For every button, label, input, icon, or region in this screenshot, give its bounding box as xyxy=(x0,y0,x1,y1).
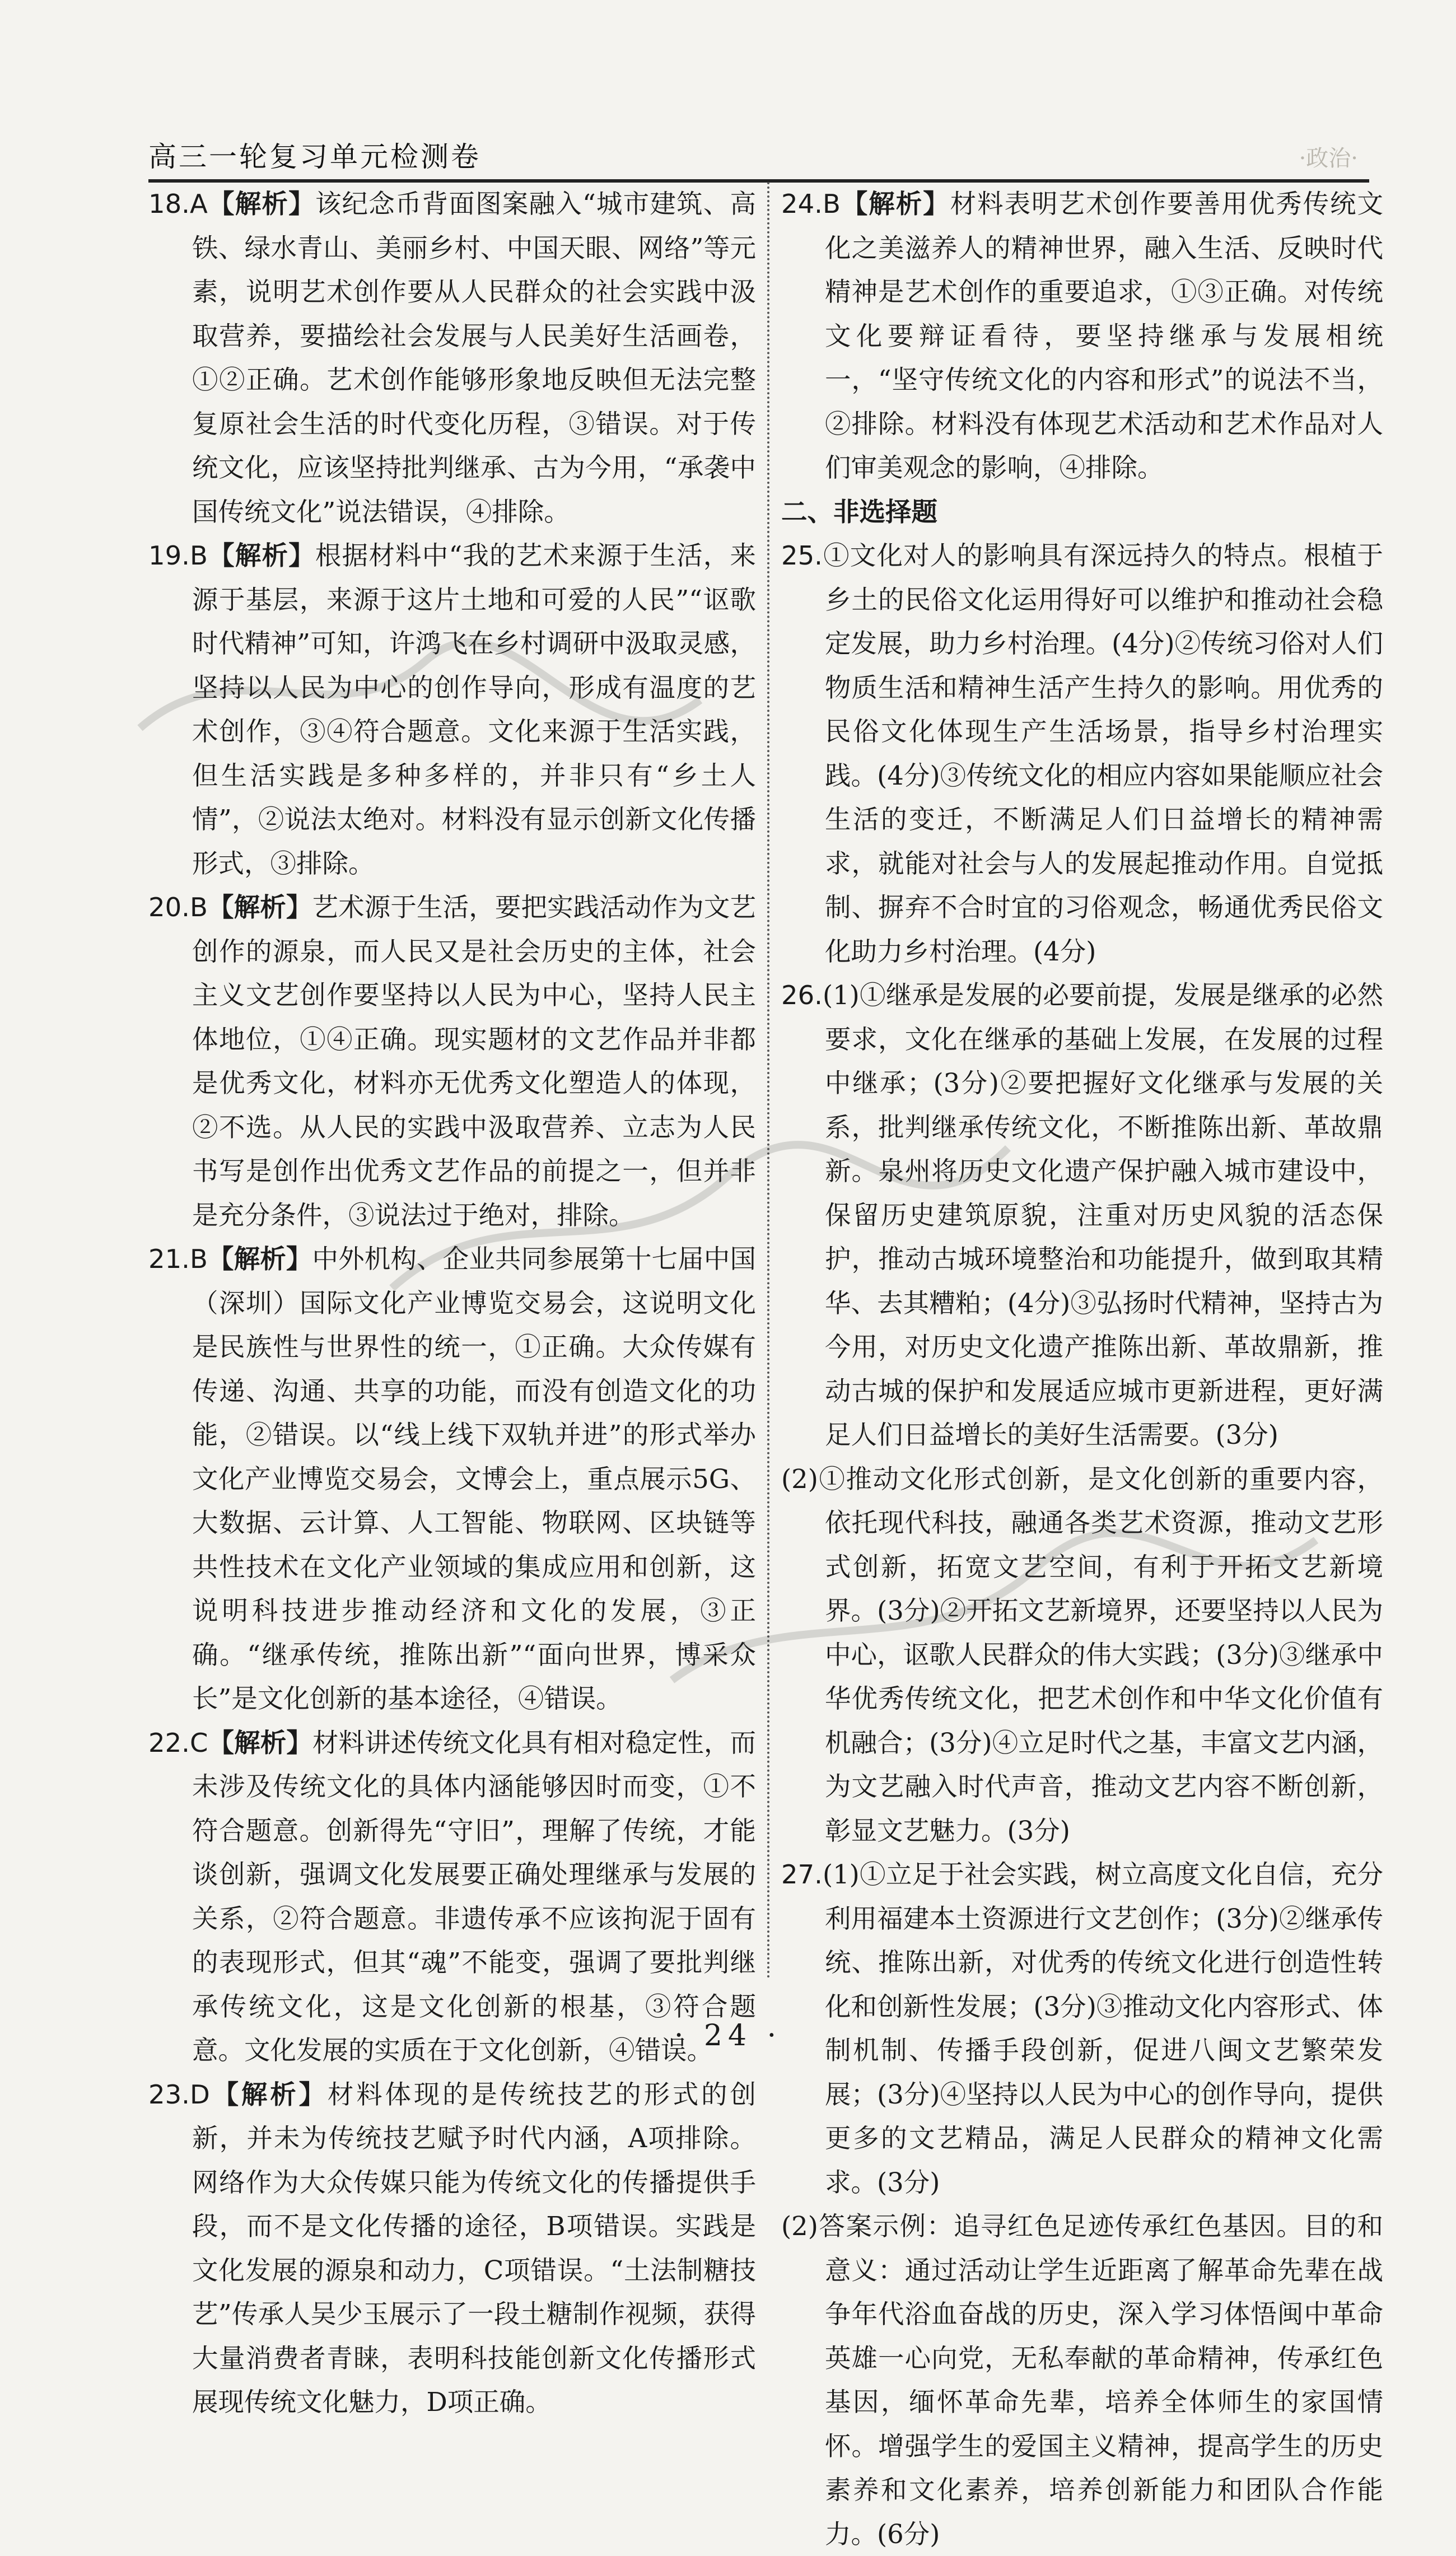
answer-item-23: 23.D【解析】材料体现的是传统技艺的形式的创新，并未为传统技艺赋予时代内涵，A项排除。网络作为大众传媒只能为传统文化的传播提供手段，而不是文化传播的途径，B项错误。实践是文化发展的源泉和动力，C项错误。“土法制糖技艺”传承人吴少玉展示了一段土糖制作视频，获得大量消费者青睐，表明科技能创新文化传播形式展现传统文化魅力，D项正确。 xyxy=(148,2079,756,2417)
answer-item-27-part2: (2)答案示例：追寻红色足迹传承红色基因。目的和意义：通过活动让学生近距离了解革命先辈在战争年代浴血奋战的历史，深入学习体悟闽中革命英雄一心向党，无私奉献的革命精神，传承红色基因，缅怀革命先辈，培养全体师生的家国情怀。增强学生的爱国主义精神，提高学生的历史素养和文化素养，培养创新能力和团队合作能力。(6分) xyxy=(781,2211,1383,2549)
section-title: 二、非选择题 xyxy=(781,496,937,527)
column-divider xyxy=(767,182,769,1980)
answer-item-24: 24.B【解析】材料表明艺术创作要善用优秀传统文化之美滋养人的精神世界，融入生活、反映时代精神是艺术创作的重要追求，①③正确。对传统文化要辩证看待，要坚持继承与发展相统一，“坚守传统文化的内容和形式”的说法不当，②排除。材料没有体现艺术活动和艺术作品对人们审美观念的影响，④排除。 xyxy=(781,189,1384,483)
answer-item-26-part1: 26.(1)①继承是发展的必要前提，发展是继承的必然要求，文化在继承的基础上发展，在发展的过程中继承；(3分)②要把握好文化继承与发展的关系，批判继承传统文化，不断推陈出新、革故鼎新。泉州将历史文化遗产保护融入城市建设中，保留历史建筑原貌，注重对历史风貌的活态保护，推动古城环境整治和功能提升，做到取其精华、去其糟粕；(4分)③弘扬时代精神，坚持古为今用，对历史文化遗产推陈出新、革故鼎新，推动古城的保护和发展适应城市更新进程，更好满足人们日益增长的美好生活需要。(3分) xyxy=(781,980,1383,1450)
answer-item-19: 19.B【解析】根据材料中“我的艺术来源于生活，来源于基层，来源于这片土地和可爱的人民”“讴歌时代精神”可知，许鸿飞在乡村调研中汲取灵感，坚持以人民为中心的创作导向，形成有温度的艺术创作，③④符合题意。文化来源于生活实践，但生活实践是多种多样的，并非只有“乡土人情”，②说法太绝对。材料没有显示创新文化传播形式，③排除。 xyxy=(148,540,756,879)
page-header xyxy=(148,134,1369,183)
answer-item-25: 25.①文化对人的影响具有深远持久的特点。根植于乡土的民俗文化运用得好可以维护和推动社会稳定发展，助力乡村治理。(4分)②传统习俗对人们物质生活和精神生活产生持久的影响。用优秀的民俗文化体现生产生活场景，指导乡村治理实践。(4分)③传统文化的相应内容如果能顺应社会生活的变迁，不断满足人们日益增长的精神需求，就能对社会与人的发展起推动作用。自觉抵制、摒弃不合时宜的习俗观念，畅通优秀民俗文化助力乡村治理。(4分) xyxy=(781,540,1383,967)
page-number: · 24 · xyxy=(674,2019,782,2053)
header-title: 高三一轮复习单元检测卷 xyxy=(148,141,481,173)
answer-item-22: 22.C【解析】材料讲述传统文化具有相对稳定性，而未涉及传统文化的具体内涵能够因时而变，①不符合题意。创新得先“守旧”，理解了传统，才能谈创新，强调文化发展要正确处理继承与发展的关系，②符合题意。非遗传承不应该拘泥于固有的表现形式，但其“魂”不能变，强调了要批判继承传统文化，这是文化创新的根基，③符合题意。文化发展的实质在于文化创新，④错误。 xyxy=(148,1727,757,2065)
right-column xyxy=(781,182,1384,2549)
answer-item-26-part2: (2)①推动文化形式创新，是文化创新的重要内容，依托现代科技，融通各类艺术资源，推动文艺形式创新，拓宽文艺空间，有利于开拓文艺新境界。(3分)②开拓文艺新境界，还要坚持以人民为中心，讴歌人民群众的伟大实践；(3分)③继承中华优秀传统文化，把艺术创作和中华文化价值有机融合；(3分)④立足时代之基，丰富文艺内涵，为文艺融入时代声音，推动文艺内容不断创新，彰显文艺魅力。(3分) xyxy=(781,1463,1383,1846)
answer-item-20: 20.B【解析】艺术源于生活，要把实践活动作为文艺创作的源泉，而人民又是社会历史的主体，社会主义文艺创作要坚持以人民为中心，坚持人民主体地位，①④正确。现实题材的文艺作品并非都是优秀文化，材料亦无优秀文化塑造人的体现，②不选。从人民的实践中汲取营养、立志为人民书写是创作出优秀文艺作品的前提之一，但并非是充分条件，③说法过于绝对，排除。 xyxy=(148,892,757,1230)
answer-item-18: 18.A【解析】该纪念币背面图案融入“城市建筑、高铁、绿水青山、美丽乡村、中国天眼、网络”等元素，说明艺术创作要从人民群众的社会实践中汲取营养，要描绘社会发展与人民美好生活画卷，①②正确。艺术创作能够形象地反映但无法完整复原社会生活的时代变化历程，③错误。对于传统文化，应该坚持批判继承、古为今用，“承袭中国传统文化”说法错误，④排除。 xyxy=(148,189,756,527)
header-subject: ·政治· xyxy=(1299,146,1358,171)
answer-item-27-part1: 27.(1)①立足于社会实践，树立高度文化自信，充分利用福建本土资源进行文艺创作；(3分)②继承传统、推陈出新，对优秀的传统文化进行创造性转化和创新性发展；(3分)③推动文化内容形式、体制机制、传播手段创新，促进八闽文艺繁荣发展；(3分)④坚持以人民为中心的创作导向，提供更多的文艺精品，满足人民群众的精神文化需求。(3分) xyxy=(781,1859,1383,2198)
answer-item-21: 21.B【解析】中外机构、企业共同参展第十七届中国（深圳）国际文化产业博览交易会，这说明文化是民族性与世界性的统一，①正确。大众传媒有传递、沟通、共享的功能，而没有创造文化的功能，②错误。以“线上线下双轨并进”的形式举办文化产业博览交易会，文博会上，重点展示5G、大数据、云计算、人工智能、物联网、区块链等共性技术在文化产业领域的集成应用和创新，这说明科技进步推动经济和文化的发展，③正确。“继承传统，推陈出新”“面向世界，博采众长”是文化创新的基本途径，④错误。 xyxy=(148,1244,757,1714)
